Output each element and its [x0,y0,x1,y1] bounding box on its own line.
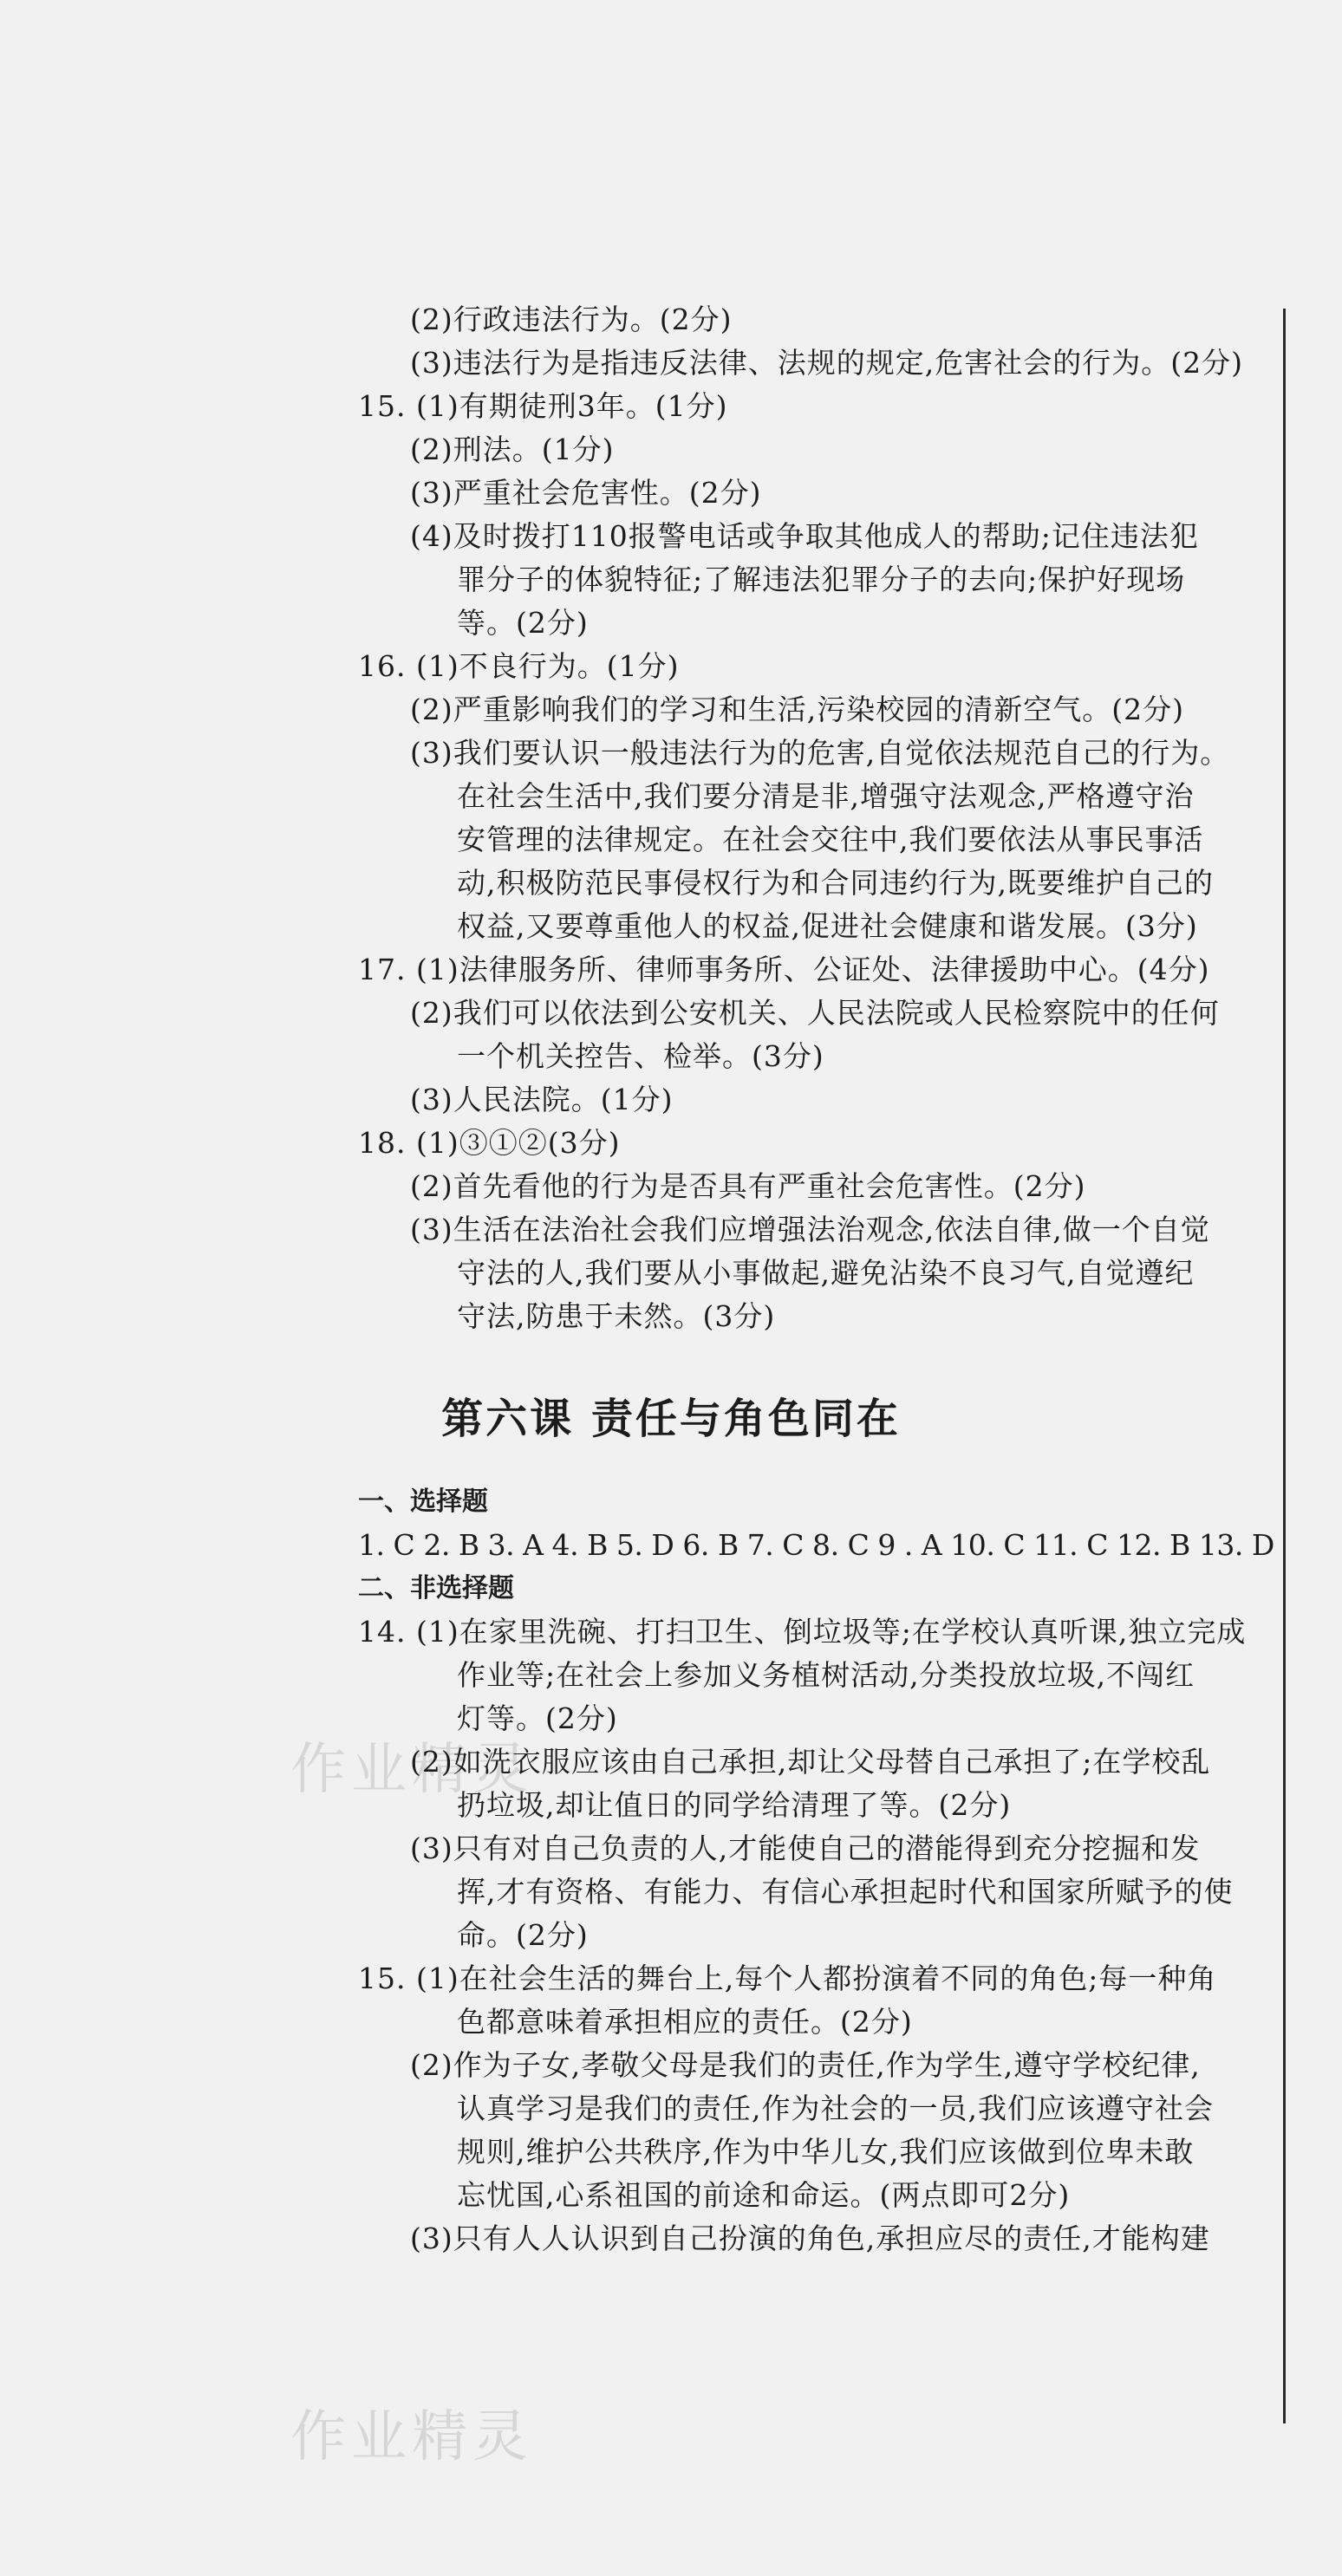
answer-line: (2)行政违法行为。(2分) [410,302,733,336]
answer-line: 在社会生活中,我们要分清是非,增强守法观念,严格遵守治 [457,779,1195,813]
answer-line: 规则,维护公共秩序,作为中华儿女,我们应该做到位卑未敢 [457,2135,1195,2169]
answer-line: (2)我们可以依法到公安机关、人民法院或人民检察院中的任何 [410,996,1220,1030]
answer-line: 等。(2分) [457,606,589,640]
answer-line: (2)严重影响我们的学习和生活,污染校园的清新空气。(2分) [410,693,1184,726]
watermark-bottom: 作业精灵 [290,2405,533,2469]
choice-answers: 1. C 2. B 3. A 4. B 5. D 6. B 7. C 8. C 9 . A 10. C 11. C 12. B 13. D [358,1528,1274,1562]
answer-line: 扔垃圾,却让值日的同学给清理了等。(2分) [457,1788,1012,1822]
answer-line: (4)及时拨打110报警电话或争取其他成人的帮助;记住违法犯 [410,519,1199,553]
answer-line: (3)严重社会危害性。(2分) [410,476,762,510]
answer-line: 15. (1)有期徒刑3年。(1分) [358,389,728,423]
answer-line: 动,积极防范民事侵权行为和合同违约行为,既要维护自己的 [457,866,1214,900]
answer-line: 守法的人,我们要从小事做起,避免沾染不良习气,自觉遵纪 [457,1256,1195,1290]
answer-line: 灯等。(2分) [457,1701,618,1735]
answer-line: (2)如洗衣服应该由自己承担,却让父母替自己承担了;在学校乱 [410,1745,1211,1779]
lesson-title: 第六课 责任与角色同在 [441,1395,901,1443]
answer-line: (3)我们要认识一般违法行为的危害,自觉依法规范自己的行为。 [410,736,1230,770]
answer-line: (3)违法行为是指违反法律、法规的规定,危害社会的行为。(2分) [410,346,1243,380]
answer-line: 守法,防患于未然。(3分) [457,1299,776,1333]
section-heading-multiple-choice: 一、选择题 [358,1486,488,1517]
answer-line: 罪分子的体貌特征;了解违法犯罪分子的去向;保护好现场 [457,563,1186,596]
watermark-mid: 作业精灵 [290,1738,533,1802]
answer-line: (3)只有对自己负责的人,才能使自己的潜能得到充分挖掘和发 [410,1831,1201,1865]
answer-line: 安管理的法律规定。在社会交往中,我们要依法从事民事活 [457,823,1204,856]
answer-line: 挥,才有资格、有能力、有信心承担起时代和国家所赋予的使 [457,1875,1234,1909]
answer-line: 18. (1)③①②(3分) [358,1126,621,1160]
answer-line: 15. (1)在社会生活的舞台上,每个人都扮演着不同的角色;每一种角 [358,1961,1217,1995]
answer-line: (2)刑法。(1分) [410,433,615,466]
answer-line: 14. (1)在家里洗碗、打扫卫生、倒垃圾等;在学校认真听课,独立完成 [358,1615,1247,1649]
answer-line: 色都意味着承担相应的责任。(2分) [457,2005,913,2039]
answer-line: 命。(2分) [457,1918,589,1952]
answer-line: (3)只有人人认识到自己扮演的角色,承担应尽的责任,才能构建 [410,2221,1210,2255]
answer-line: (2)首先看他的行为是否具有严重社会危害性。(2分) [410,1169,1086,1203]
answer-line: 17. (1)法律服务所、律师事务所、公证处、法律援助中心。(4分) [358,953,1210,986]
answer-line: (3)生活在法治社会我们应增强法治观念,依法自律,做一个自觉 [410,1213,1210,1246]
answer-line: 作业等;在社会上参加义务植树活动,分类投放垃圾,不闯红 [457,1658,1195,1692]
answer-line: 一个机关控告、检举。(3分) [457,1039,824,1073]
answer-line: 忘忧国,心系祖国的前途和命运。(两点即可2分) [457,2178,1071,2212]
answer-line: 16. (1)不良行为。(1分) [358,649,680,683]
answer-line: (3)人民法院。(1分) [410,1083,674,1116]
vertical-rule [1283,309,1286,2423]
answer-line: 权益,又要尊重他人的权益,促进社会健康和谐发展。(3分) [457,909,1198,943]
section-heading-non-choice: 二、非选择题 [358,1573,514,1603]
answer-line: 认真学习是我们的责任,作为社会的一员,我们应该遵守社会 [457,2091,1214,2125]
answer-line: (2)作为子女,孝敬父母是我们的责任,作为学生,遵守学校纪律, [410,2048,1201,2082]
